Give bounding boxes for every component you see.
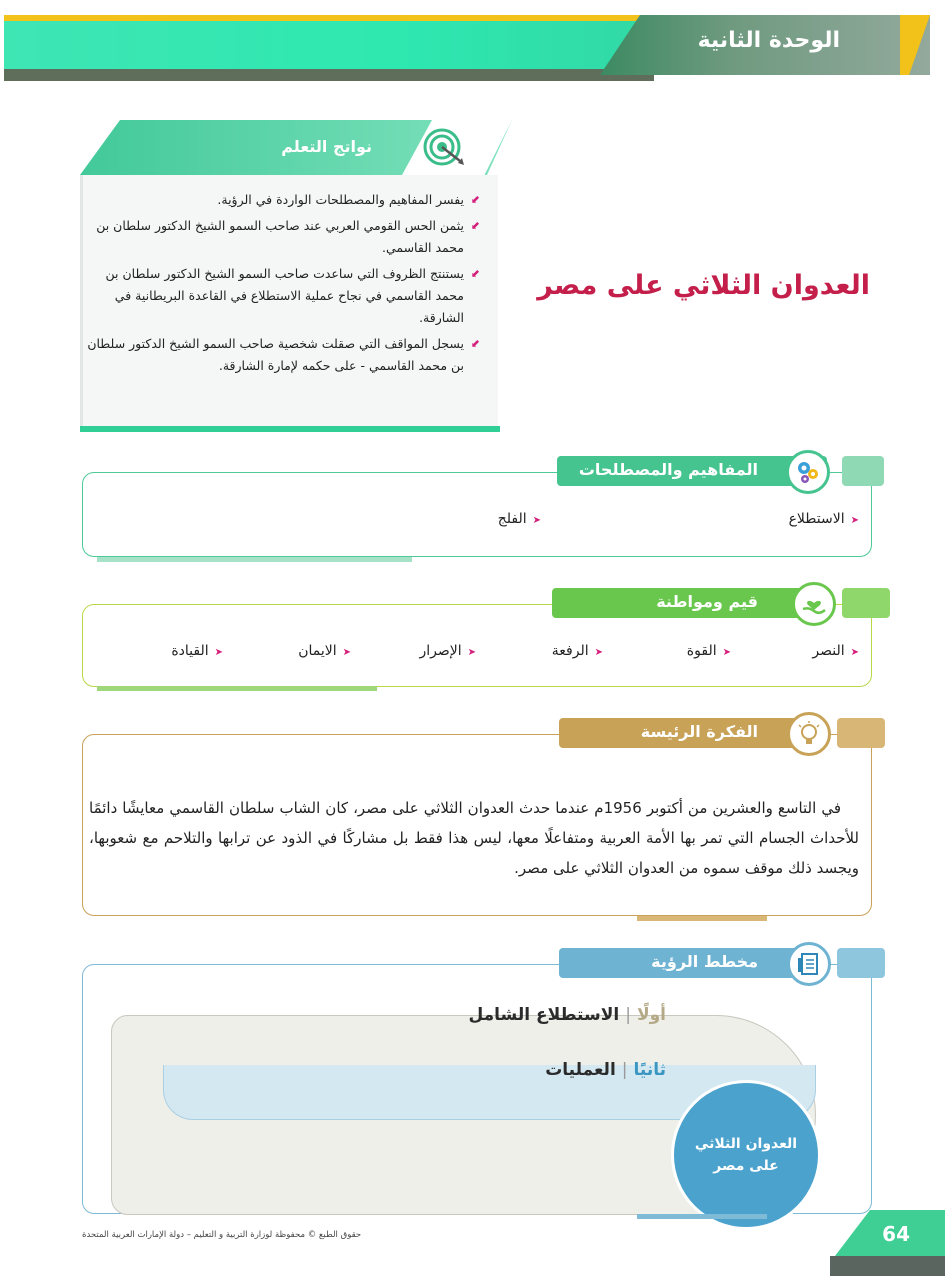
- arrow-icon: ➤: [850, 647, 859, 658]
- main-idea-shadow: [637, 916, 767, 921]
- concepts-title: المفاهيم والمصطلحات: [578, 460, 758, 479]
- divider: |: [621, 1060, 628, 1080]
- main-idea-header-end: [837, 718, 885, 748]
- map-badge: [787, 942, 831, 986]
- arrow-icon: ⬋: [470, 193, 480, 206]
- list-item: [80, 189, 480, 211]
- lightbulb-icon: [794, 719, 824, 749]
- concept-label: الفلج: [497, 511, 527, 527]
- outcomes-body: [80, 175, 498, 430]
- copyright-notice: حقوق الطبع © محفوظة لوزارة التربية و التعليم – دولة الإمارات العربية المتحدة: [82, 1230, 362, 1240]
- concept-item: [789, 511, 859, 527]
- arrow-icon: ⬋: [470, 337, 480, 350]
- value-item: [812, 643, 859, 659]
- list-item: [80, 263, 480, 329]
- unit-title: الوحدة الثانية: [697, 28, 840, 53]
- page-number: 64: [882, 1222, 910, 1246]
- concepts-shadow: [97, 557, 412, 562]
- outcomes-list: [80, 189, 480, 381]
- banner-green-band: [4, 21, 659, 69]
- arrow-icon: ➤: [342, 647, 351, 658]
- gears-badge: [786, 450, 830, 494]
- outcome-text: يستنتج الظروف التي ساعدت صاحب السمو الشيخ الدكتور سلطان بن محمد القاسمي في نجاح عملية الاستطلاع في القاعدة البريطانية في الشارقة.: [105, 266, 464, 325]
- list-item: [80, 333, 480, 377]
- vision-map-frame: [82, 964, 872, 1214]
- outcome-text: يسجل المواقف التي صقلت شخصية صاحب السمو الشيخ الدكتور سلطان بن محمد القاسمي - على حكمه لإمارة الشارقة.: [87, 336, 464, 373]
- main-idea-text: في التاسع والعشرين من أكتوبر 1956م عندما حدث العدوان الثلاثي على مصر، كان الشاب سلطان القاسمي معايشًا دائمًا للأحداث الجسام التي تمر بها الأمة العربية ومتفاعلًا معها، ليس هذا فقط بل مشاركًا في الذود عن ترابها والتلاحم مع شعوبها، ويجسد ذلك موقف سموه من العدوان الثلاثي على مصر.: [89, 799, 859, 877]
- learning-outcomes-panel: [80, 120, 512, 435]
- list-item: [80, 215, 480, 259]
- outcome-text: يفسر المفاهيم والمصطلحات الواردة في الرؤية.: [217, 192, 464, 207]
- center-label: [695, 1133, 797, 1177]
- values-section: [82, 582, 874, 697]
- lightbulb-badge: [787, 712, 831, 756]
- values-shadow: [97, 686, 377, 691]
- arrow-icon: ➤: [594, 647, 603, 658]
- concepts-header-end: [842, 456, 884, 486]
- first-stage-text: الاستطلاع الشامل: [468, 1005, 620, 1025]
- vision-map-section: [82, 942, 874, 1227]
- second-stage-text: العمليات: [545, 1060, 616, 1080]
- concepts-section: [82, 450, 874, 565]
- gears-icon: [793, 457, 823, 487]
- arrow-icon: ⬋: [470, 219, 480, 232]
- value-item: [687, 643, 731, 659]
- value-label: القيادة: [171, 643, 209, 659]
- arrow-icon: ⬋: [470, 267, 480, 280]
- value-label: القوة: [686, 643, 717, 659]
- values-header-end: [842, 588, 890, 618]
- value-label: الايمان: [298, 643, 337, 659]
- center-line-2: على مصر: [713, 1158, 779, 1174]
- value-label: النصر: [812, 643, 845, 659]
- vision-map-title: مخطط الرؤية: [651, 952, 758, 971]
- heart-hand-icon: [799, 589, 829, 619]
- value-item: [552, 643, 603, 659]
- value-label: الرفعة: [551, 643, 589, 659]
- arrow-icon: ➤: [532, 515, 541, 526]
- value-item: [171, 643, 223, 659]
- second-stage-label: [545, 1060, 666, 1080]
- concept-item: [498, 511, 541, 527]
- main-idea-section: [82, 712, 874, 927]
- value-item: [298, 643, 351, 659]
- concept-label: الاستطلاع: [788, 511, 845, 527]
- main-idea-frame: [82, 734, 872, 916]
- arrow-icon: ➤: [722, 647, 731, 658]
- value-item: [419, 643, 476, 659]
- banner-grey-strip: [4, 69, 654, 81]
- first-stage-label: [468, 1005, 666, 1025]
- value-label: الإصرار: [419, 643, 462, 659]
- target-icon: [422, 125, 466, 169]
- second-stage-number: ثانيًا: [633, 1060, 666, 1080]
- vision-map-shadow: [637, 1214, 767, 1219]
- values-title: قيم ومواطنة: [656, 592, 758, 611]
- first-stage-number: أولًا: [636, 1005, 666, 1025]
- footer-grey-strip: [830, 1256, 945, 1276]
- center-line-1: العدوان الثلاثي: [694, 1136, 798, 1152]
- arrow-icon: ➤: [467, 647, 476, 658]
- lesson-title: العدوان الثلاثي على مصر: [537, 270, 870, 301]
- top-banner: [0, 0, 945, 90]
- divider: |: [625, 1005, 631, 1025]
- main-idea-title: الفكرة الرئيسة: [640, 722, 758, 741]
- outcomes-title: نواتج التعلم: [281, 137, 372, 156]
- vision-map-header-end: [837, 948, 885, 978]
- heart-hand-badge: [792, 582, 836, 626]
- outcome-text: يثمن الحس القومي العربي عند صاحب السمو الشيخ الدكتور سلطان بن محمد القاسمي.: [96, 218, 464, 255]
- document-map-icon: [794, 949, 824, 979]
- outcomes-bottom-bar: [80, 426, 500, 432]
- arrow-icon: ➤: [850, 515, 859, 526]
- arrow-icon: ➤: [214, 647, 223, 658]
- map-center-circle: [671, 1080, 821, 1230]
